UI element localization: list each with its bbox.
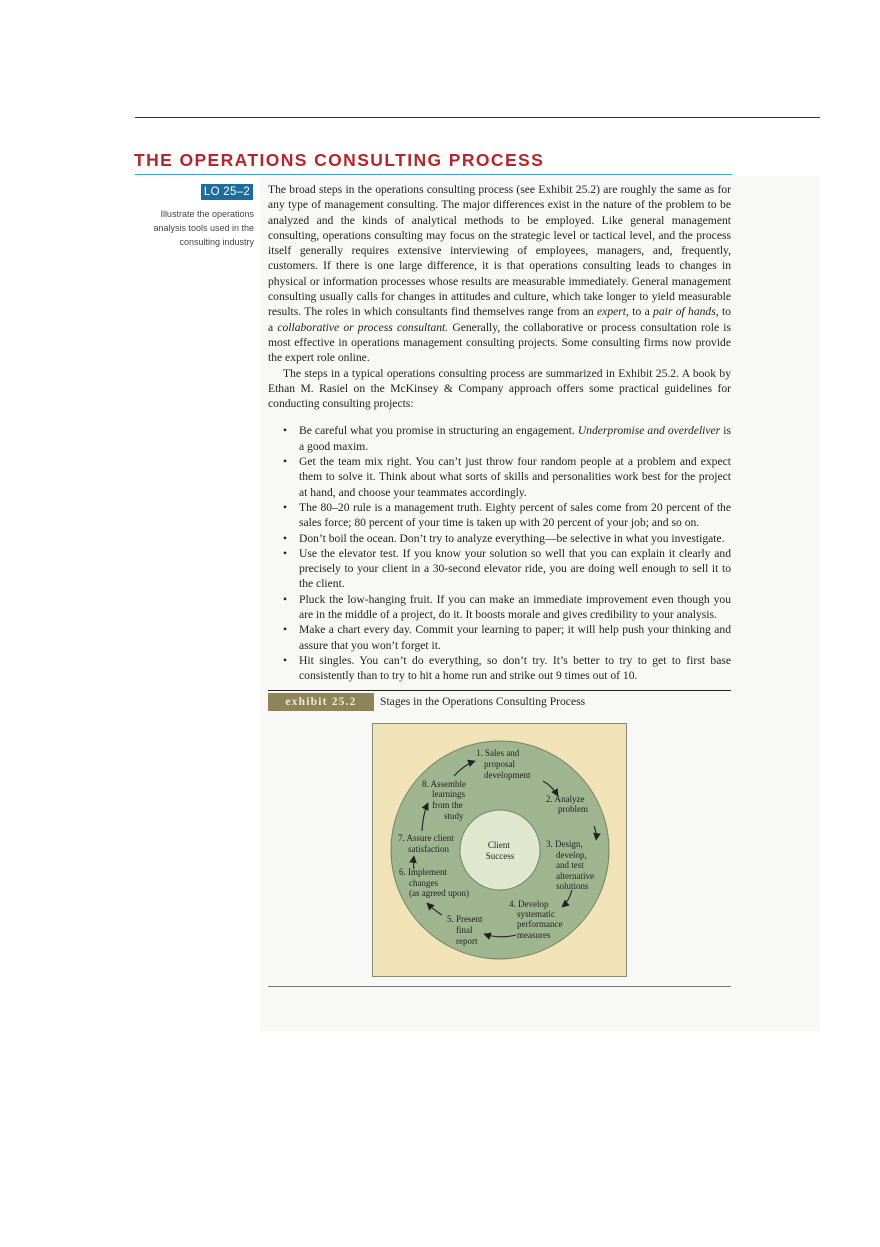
paragraph-1: The broad steps in the operations consulting process (see Exhibit 25.2) are roughly the same as for any type of management consulting. The major differences exist in the nature of the problem to be analyzed and the kinds of analytical methods to be employed. Like general management consulting, operations consulting may focus on the strategic level or tactical level, and the process itself generally requires extensive interviewing of employees, managers, and, frequently, customers. If there is one large difference, it is that operations consulting leads to changes in physical or information processes whose results are measurable immediately. General management consulting usually calls for changes in attitudes and culture, which take longer to yield measurable results. The roles in which consultants find themselves range from an expert, to a pair of hands, to a collaborative or process consultant. Generally, the collaborative or process consultation role is most effective in operations management consulting projects. Some consulting firms now provide the expert role online. (268, 183, 731, 365)
stage-4-label: 4. Develop systematic performance measures (509, 899, 563, 940)
list-item: • Get the team mix right. You can’t just throw four random people at a problem and expect them to solve it. Think about what sorts of skills and personalities work best for the project at hand, and choose your teammates accordingly. (299, 454, 731, 500)
list-item: • Don’t boil the ocean. Don’t try to analyze everything—be selective in what you investigate. (299, 531, 731, 546)
stage-7-label: 7. Assure client satisfaction (398, 833, 454, 854)
process-cycle-diagram (372, 723, 627, 977)
exhibit-caption: Stages in the Operations Consulting Process (380, 695, 586, 708)
guideline-list (268, 423, 731, 683)
arrow-6-to-7 (414, 856, 415, 869)
list-item: • Be careful what you promise in structuring an engagement. Underpromise and overdeliver is a good maxim. (299, 423, 731, 454)
center-label: Client Success (485, 840, 515, 861)
exhibit-top-rule (268, 690, 731, 691)
stage-1-label: 1. Sales and proposal development (476, 748, 531, 780)
stage-8-label: 8. Assemble learnings from the study (422, 779, 466, 821)
list-item: • Hit singles. You can’t do everything, so don’t try. It’s better to try to get to first base consistently than to try to hit a home run and strike out 9 times out of 10. (299, 653, 731, 684)
stage-6-label: 6. Implement changes (as agreed upon) (399, 867, 469, 898)
learning-objective-text: Illustrate the operations analysis tools used in the consulting industry (153, 209, 254, 247)
exhibit-bottom-rule (268, 986, 731, 987)
list-item: • Use the elevator test. If you know your solution so well that you can explain it clearly and precisely to your client in a 30-second elevator ride, you are doing well enough to sell it to the client. (299, 546, 731, 592)
learning-objective-badge: LO 25–2 (201, 184, 253, 200)
list-item: • Make a chart every day. Commit your learning to paper; it will help push your thinking and assure that you won’t forget it. (299, 622, 731, 653)
list-item: • The 80–20 rule is a management truth. Eighty percent of sales come from 20 percent of the sales force; 80 percent of your time is taken up with 20 percent of your job; and so on. (299, 500, 731, 531)
paragraph-2: The steps in a typical operations consulting process are summarized in Exhibit 25.2. A book by Ethan M. Rasiel on the McKinsey & Company approach offers some practical guidelines for conducting consulting projects: (268, 366, 731, 411)
exhibit-tag: exhibit 25.2 (268, 693, 374, 711)
top-rule (135, 117, 820, 118)
title-rule (135, 174, 732, 175)
stage-3-label: 3. Design, develop, and test alternative solutions (546, 839, 594, 891)
list-item: • Pluck the low-hanging fruit. If you can make an immediate improvement even though you are in the middle of a project, do it. It boosts morale and gives credibility to your analysis. (299, 592, 731, 623)
body-text (268, 182, 731, 684)
stage-5-label: 5. Present final report (447, 914, 483, 946)
section-title: THE OPERATIONS CONSULTING PROCESS (134, 150, 545, 170)
stage-2-label: 2. Analyze problem (546, 794, 588, 814)
center-circle (460, 810, 540, 890)
